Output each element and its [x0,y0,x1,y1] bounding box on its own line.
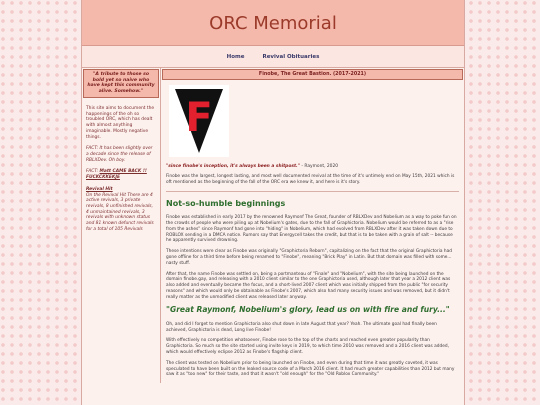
sidebar-fact-2 [86,169,156,180]
caption-attribution: - Raymont, 2020 [300,163,339,169]
nav-revival-obituaries-link[interactable]: Revival Obituaries [262,53,320,60]
section-heading-beginnings: Not-so-humble beginnings [166,199,286,209]
main-content [161,68,464,383]
logo-caption [166,164,459,170]
site-title: ORC Memorial [209,13,337,34]
article-body [161,83,464,378]
sidebar-revival-hit-text [86,187,156,233]
nav-home-link[interactable]: Home [226,53,245,60]
logo-letter: F [185,95,213,141]
paragraph-rise: With effectively no competition whatsoever, Finobe rose to the top of the charts and reached even greater popularity than Graphictoria. So much so the site started using invite keys in 2019, to which time 2010 was removed and a 2016 client was added, which would effectively eclipse 2012 as Finobe's flagship client. [166,338,449,355]
page-container [81,0,465,405]
revival-hit-link[interactable]: Revival Hit [86,186,113,192]
sidebar-about-text: This site aims to document the happenings of the oh so troubled ORC, which has dealt with almost anything imaginable. Mostly negative things. [86,105,155,140]
paragraph-beginnings-1: Finobe was established in early 2017 by the renowned Raymonf The Great, founder of RBLXDev and Nobelium as a way to poke fun on the crowds of people who were piling up at Nobelium's gates, due to the fall of Graphictoria. Nobelium would be referred to as a "rise from the ashes" since Raymonf had gone into "hiding" in Nobelium, which had evolved from RBLXDev after it was taken down due to ROBLOX sending in a DMCA notice. Rumors say that Energycell takes the credit, but that is to be taken with a grain of salt -- because he apparently survived drowning. [166,215,457,244]
intro-paragraph: Finobe was the largest, longest lasting, and most well documented revival at the time of it's untimely end on May 15th, 2021 which is oft mentioned as the beginning of the fall of the ORC era we knew it, and here is it's story. [166,173,455,185]
caption-quote: "since finobe's inception, it's always been a shitpost." [166,163,301,169]
pull-quote: "Great Raymonf, Nobelium's glory, lead us on with fire and fury..." [166,305,450,315]
top-nav [82,46,464,68]
paragraph-graphictoria-shutdown: Oh, and did I forget to mention Graphictoria also shut down in late August that year? Yeah. The ultimate goal had finally been achieved, Graphictoria is dead, Long live Finobe! [166,321,437,333]
paragraph-client: The client was tested on Nobelium prior to being launched on Finobe, and even during that time it was greatly coveted, it was speculated to have been built on the leaked source code of a March 2016 client. It had much greater capabilities than 2012 but many saw it as "too new" for their taste, and that it wasn't "old enough" for the "Old Roblox Community." [166,360,455,378]
sidebar-fact-1: FACT: It has been slightly over a decade since the release of RBLXDev. Oh boy. [86,146,153,163]
sidebar-tribute-header: "A tribute to those so bold yet so naive who have kept this community alive. Somehow." [83,69,159,98]
article-header: Finobe, The Great Bastion. (2017-2021) [162,69,463,80]
paragraph-beginnings-3: After that, the name Finobe was settled on, being a portmanteau of "Finale" and "Nobelium", with the site being launched on the domain finobe.gay, and releasing with a 2010 client similar to the one Graphictoria used, although later that year a 2012 client was also added and eventually became the focus, and a short-lived 2007 client which was initially shipped from the public "for security reasons" and which would only be obtainable as Finobe's 2007, which also had many security issues and was removed, but it didn't really matter as the unmodified client was released later anyway. [166,271,451,300]
sidebar-body [82,104,160,241]
finobe-logo-image [169,85,229,157]
divider [166,191,459,192]
matt-came-back-link[interactable]: Matt CAME BACK !! FUCKCKKEKJE [86,169,147,181]
paragraph-beginnings-2: These intentions were clear as Finobe was originally "Graphictoria Reborn", capitalizing on the fact that the original Graphictoria had gone offline for a third time before being renamed to "Finobe", meaning "Brick Play" in Latin. But that domain was filled with some... nasty stuff. [166,249,452,266]
revival-hit-stats: On the Revival Hit There are 4 active revivals, 3 private revivals, 8 unfinished revivals, 4 unmaintained revivals, 3 revivals with unknown status and 81 known defunct revivals for a total of 105 Revivals [86,192,154,232]
columns [82,68,464,383]
site-header [82,0,464,46]
fact-2-prefix: FACT: [86,169,100,175]
sidebar [82,68,161,383]
